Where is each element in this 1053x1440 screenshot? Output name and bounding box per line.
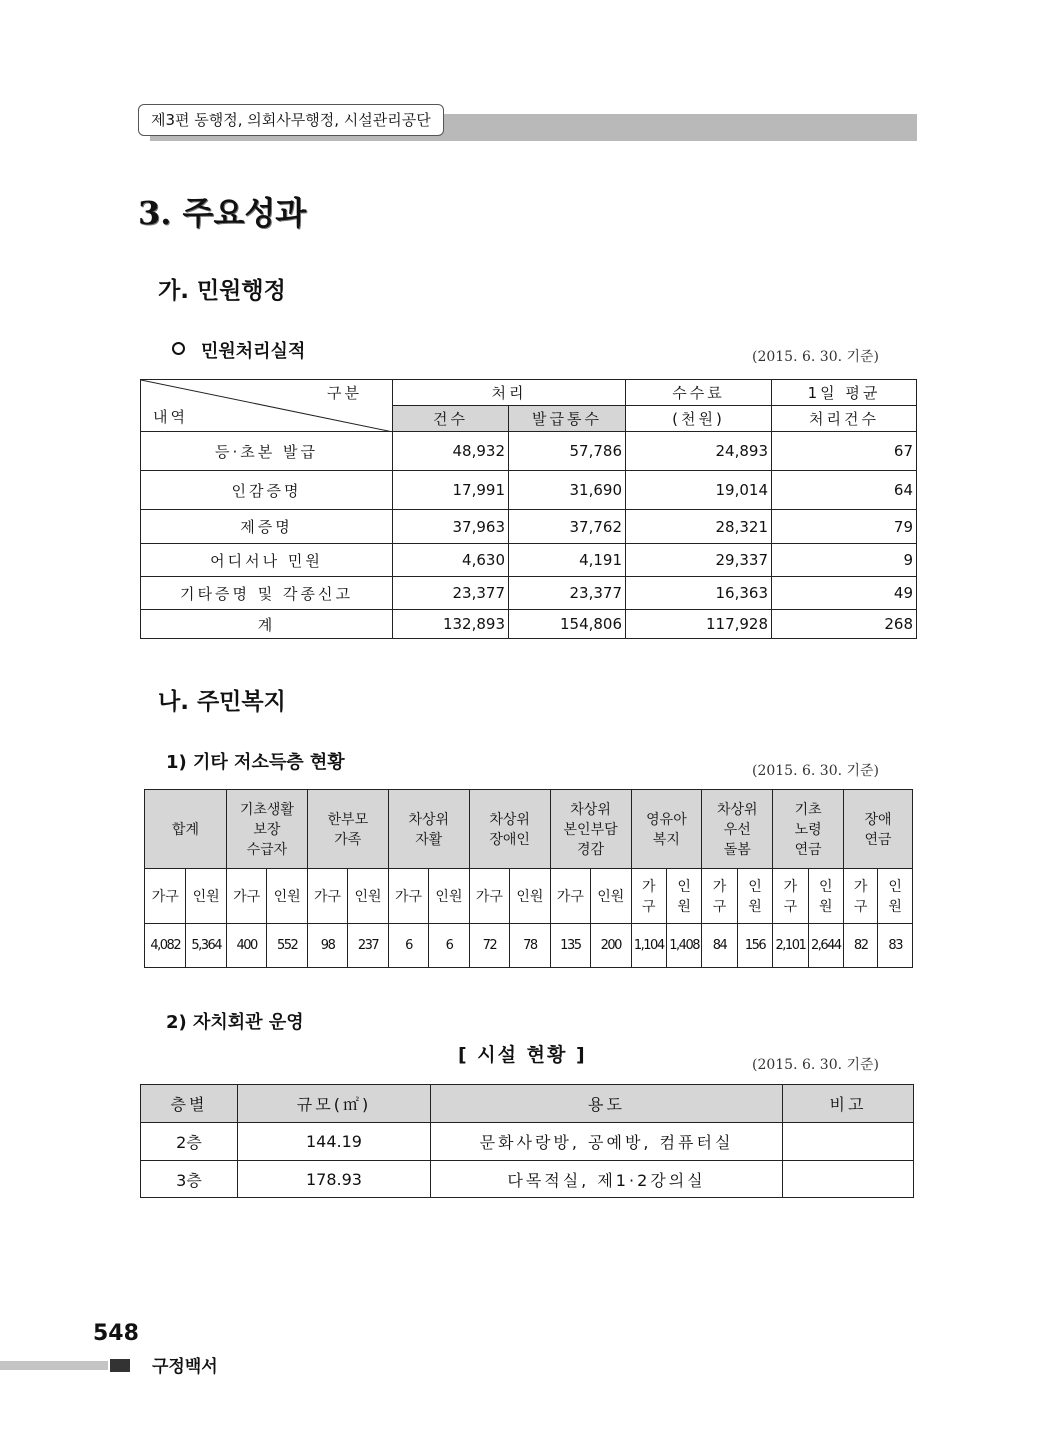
- header-fee-unit: (천원): [626, 406, 772, 432]
- sub-header-household: 가 구: [773, 869, 808, 924]
- value-cell: 400: [226, 924, 266, 968]
- group-header: 한부모 가족: [307, 790, 388, 869]
- header-process: 처리: [393, 380, 626, 406]
- row-fee: 16,363: [626, 577, 772, 610]
- row-fee: 29,337: [626, 544, 772, 577]
- footer-bar: [0, 1361, 108, 1370]
- subsection-1-title: 1) 기타 저소득층 현황: [166, 752, 345, 773]
- value-cell: 78: [510, 924, 550, 968]
- corner-bottom: 내역: [153, 408, 188, 426]
- value-cell: 200: [591, 924, 631, 968]
- row-avg: 268: [772, 610, 917, 639]
- facility-table: [140, 1084, 914, 1198]
- sub-header-household: 가구: [388, 869, 428, 924]
- row-count: 4,630: [393, 544, 509, 577]
- row-fee: 28,321: [626, 510, 772, 544]
- row-floor: 3층: [141, 1161, 238, 1198]
- row-issue: 4,191: [509, 544, 626, 577]
- row-note: [783, 1123, 914, 1161]
- sub-header-persons: 인원: [348, 869, 388, 924]
- sub-header-persons: 인 원: [808, 869, 843, 924]
- value-cell: 2,101: [773, 924, 808, 968]
- subsection-2-basis: (2015. 6. 30. 기준): [752, 1057, 880, 1073]
- table-row: [141, 577, 917, 610]
- group-header: 영유아 복지: [631, 790, 702, 869]
- group-header: 기초생활 보장 수급자: [226, 790, 307, 869]
- header-issue: 발급통수: [509, 406, 626, 432]
- section-a-title: 가. 민원행정: [158, 278, 286, 304]
- group-header: 합계: [145, 790, 227, 869]
- header-note: 비고: [783, 1085, 914, 1123]
- row-count: 37,963: [393, 510, 509, 544]
- table-row-total: [141, 610, 917, 639]
- group-header: 기초 노령 연금: [773, 790, 844, 869]
- sub-header-household: 가 구: [844, 869, 878, 924]
- row-fee: 19,014: [626, 471, 772, 510]
- value-cell: 83: [878, 924, 913, 968]
- facility-table-title: [ 시설 현황 ]: [458, 1044, 587, 1066]
- value-cell: 552: [267, 924, 307, 968]
- section-a-basis: (2015. 6. 30. 기준): [752, 349, 880, 365]
- section-label: 제3편 동행정, 의회사무행정, 시설관리공단: [138, 104, 444, 136]
- sub-header-persons: 인 원: [737, 869, 772, 924]
- sub-header-household: 가 구: [631, 869, 666, 924]
- value-cell: 84: [702, 924, 737, 968]
- row-fee: 117,928: [626, 610, 772, 639]
- row-count: 132,893: [393, 610, 509, 639]
- sub-header-household: 가구: [469, 869, 509, 924]
- row-issue: 37,762: [509, 510, 626, 544]
- row-issue: 31,690: [509, 471, 626, 510]
- book-title: 구정백서: [152, 1357, 218, 1377]
- sub-header-persons: 인 원: [878, 869, 913, 924]
- value-cell: 156: [737, 924, 772, 968]
- value-cell: 82: [844, 924, 878, 968]
- row-issue: 57,786: [509, 432, 626, 471]
- page-number: 548: [93, 1321, 139, 1346]
- value-cell: 1,104: [631, 924, 666, 968]
- row-name: 어디서나 민원: [141, 544, 393, 577]
- section-b-title: 나. 주민복지: [158, 689, 286, 715]
- group-header: 장애 연금: [844, 790, 913, 869]
- sub-header-persons: 인원: [429, 869, 469, 924]
- row-count: 17,991: [393, 471, 509, 510]
- row-issue: 154,806: [509, 610, 626, 639]
- sub-header-household: 가구: [550, 869, 590, 924]
- row-size: 178.93: [238, 1161, 431, 1198]
- sub-header-household: 가구: [226, 869, 266, 924]
- header-floor: 층별: [141, 1085, 238, 1123]
- header-fee: 수수료: [626, 380, 772, 406]
- row-fee: 24,893: [626, 432, 772, 471]
- header-avg: 1일 평균: [772, 380, 917, 406]
- row-name: 인감증명: [141, 471, 393, 510]
- sub-header-persons: 인원: [591, 869, 631, 924]
- row-count: 48,932: [393, 432, 509, 471]
- header-use: 용도: [431, 1085, 783, 1123]
- row-avg: 49: [772, 577, 917, 610]
- page-title: 3. 주요성과: [138, 194, 307, 232]
- row-avg: 67: [772, 432, 917, 471]
- header-avg-2: 처리건수: [772, 406, 917, 432]
- sub-header-household: 가구: [145, 869, 186, 924]
- bullet-icon: [172, 342, 185, 355]
- header-count: 건수: [393, 406, 509, 432]
- subsection-1-basis: (2015. 6. 30. 기준): [752, 763, 880, 779]
- group-header: 차상위 본인부담 경감: [550, 790, 631, 869]
- value-cell: 135: [550, 924, 590, 968]
- row-use: 문화사랑방, 공예방, 컴퓨터실: [431, 1123, 783, 1161]
- table-row: [141, 510, 917, 544]
- corner-cell: [141, 380, 393, 432]
- group-header: 차상위 우선 돌봄: [702, 790, 773, 869]
- row-avg: 9: [772, 544, 917, 577]
- section-a-subtitle: [172, 337, 305, 363]
- row-size: 144.19: [238, 1123, 431, 1161]
- row-count: 23,377: [393, 577, 509, 610]
- row-issue: 23,377: [509, 577, 626, 610]
- row-name: 기타증명 및 각종신고: [141, 577, 393, 610]
- value-cell: 6: [388, 924, 428, 968]
- row-note: [783, 1161, 914, 1198]
- value-cell: 98: [307, 924, 347, 968]
- table-row: [145, 924, 913, 968]
- group-header: 차상위 자활: [388, 790, 469, 869]
- value-cell: 6: [429, 924, 469, 968]
- sub-header-persons: 인원: [186, 869, 226, 924]
- sub-header-persons: 인원: [510, 869, 550, 924]
- row-name: 제증명: [141, 510, 393, 544]
- footer-square: [110, 1359, 130, 1372]
- row-use: 다목적실, 제1·2강의실: [431, 1161, 783, 1198]
- group-header: 차상위 장애인: [469, 790, 550, 869]
- table-row: [141, 1161, 914, 1198]
- value-cell: 72: [469, 924, 509, 968]
- table-row: [141, 471, 917, 510]
- row-avg: 64: [772, 471, 917, 510]
- value-cell: 237: [348, 924, 388, 968]
- row-name: 등·초본 발급: [141, 432, 393, 471]
- row-name: 계: [141, 610, 393, 639]
- value-cell: 5,364: [186, 924, 226, 968]
- corner-top: 구분: [327, 384, 362, 402]
- row-floor: 2층: [141, 1123, 238, 1161]
- table-row: [141, 432, 917, 471]
- subsection-2-title: 2) 자치회관 운영: [166, 1012, 304, 1033]
- table-row: [141, 544, 917, 577]
- row-avg: 79: [772, 510, 917, 544]
- sub-header-household: 가 구: [702, 869, 737, 924]
- low-income-table: [144, 789, 913, 968]
- civil-affairs-table: [140, 379, 917, 639]
- header-size: 규모(㎡): [238, 1085, 431, 1123]
- sub-header-persons: 인원: [267, 869, 307, 924]
- value-cell: 2,644: [808, 924, 843, 968]
- value-cell: 1,408: [666, 924, 701, 968]
- value-cell: 4,082: [145, 924, 186, 968]
- table-row: [141, 1123, 914, 1161]
- sub-header-household: 가구: [307, 869, 347, 924]
- section-a-subtitle-text: 민원처리실적: [201, 341, 306, 362]
- sub-header-persons: 인 원: [666, 869, 701, 924]
